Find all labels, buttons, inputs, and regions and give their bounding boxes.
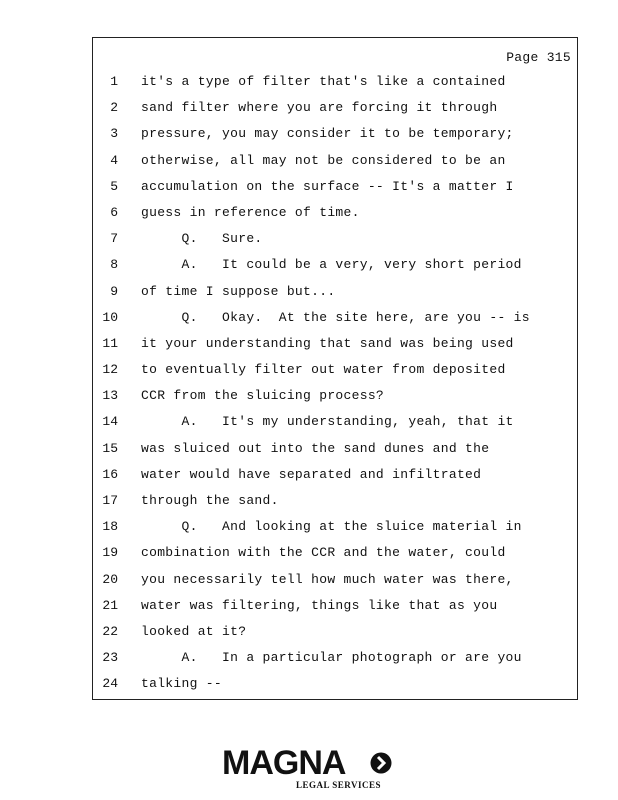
line-text: through the sand. [141,493,279,508]
transcript-line [93,308,577,334]
line-number: 14 [102,414,118,430]
logo-wordmark: MAGNA [222,744,346,782]
line-text: sand filter where you are forcing it through [141,100,498,116]
transcript-line [93,177,577,203]
transcript-line [93,334,577,360]
line-text: of time I suppose but... [141,283,336,299]
magna-logo [222,744,402,792]
line-text: looked at it? [141,623,247,639]
transcript-line [93,229,577,255]
line-text: combination with the CCR and the water, could [141,545,506,561]
line-text: it your understanding that sand was being used [141,335,514,351]
transcript-line [93,596,577,622]
line-text: water would have separated and infiltrated [141,466,482,482]
transcript-line [93,72,577,98]
line-text: A. In a particular photograph or are you [141,650,522,666]
transcript-line [93,543,577,569]
line-text: Q. And looking at the sluice material in [141,519,522,535]
line-number: 12 [102,362,118,378]
page-number: Page 315 [506,50,571,65]
line-text: A. It's my understanding, yeah, that it [141,414,514,430]
line-text: guess in reference of time. [141,204,360,220]
transcript-lines [93,72,577,701]
line-number: 10 [102,309,118,325]
line-text: water was filtering, things like that as you [141,597,498,613]
line-number: 2 [110,100,118,116]
transcript-line [93,282,577,308]
line-number: 8 [110,257,118,273]
line-number: 9 [110,283,118,299]
line-number: 6 [110,204,118,220]
line-text: it's a type of filter that's like a contained [141,74,506,89]
line-text: A. It could be a very, very short period [141,257,522,273]
transcript-line [93,622,577,648]
transcript-line [93,98,577,124]
line-text: you necessarily tell how much water was there, [141,571,514,587]
line-number: 19 [102,545,118,561]
line-number: 17 [102,493,118,508]
transcript-line [93,124,577,150]
line-text: was sluiced out into the sand dunes and the [141,440,490,456]
transcript-line [93,151,577,177]
line-number: 22 [102,623,118,639]
line-number: 18 [102,519,118,535]
chevron-right-circle-icon [370,752,392,774]
line-text: CCR from the sluicing process? [141,388,385,404]
line-number: 16 [102,466,118,482]
line-text: accumulation on the surface -- It's a matter I [141,178,514,194]
transcript-page [92,37,578,700]
transcript-line [93,491,577,517]
line-text: Q. Sure. [141,231,263,247]
transcript-line [93,386,577,412]
transcript-line [93,674,577,700]
line-number: 11 [102,335,118,351]
transcript-line [93,412,577,438]
line-number: 3 [110,126,118,142]
line-number: 21 [102,597,118,613]
line-text: to eventually filter out water from deposited [141,362,506,378]
line-number: 23 [102,650,118,666]
line-number: 24 [102,676,118,692]
transcript-line [93,465,577,491]
transcript-line [93,360,577,386]
line-number: 15 [102,440,118,456]
line-text: pressure, you may consider it to be temporary; [141,126,514,142]
transcript-line [93,439,577,465]
line-text: talking -- [141,676,223,692]
line-number: 4 [110,152,118,168]
transcript-line [93,203,577,229]
line-text: otherwise, all may not be considered to be an [141,152,506,168]
transcript-line [93,517,577,543]
transcript-line [93,648,577,674]
line-number: 13 [102,388,118,404]
transcript-line [93,255,577,281]
line-number: 7 [110,231,118,247]
line-number: 1 [110,74,118,89]
line-number: 20 [102,571,118,587]
logo-subtitle: LEGAL SERVICES [296,780,381,790]
line-text: Q. Okay. At the site here, are you -- is [141,309,530,325]
line-number: 5 [110,178,118,194]
transcript-line [93,570,577,596]
